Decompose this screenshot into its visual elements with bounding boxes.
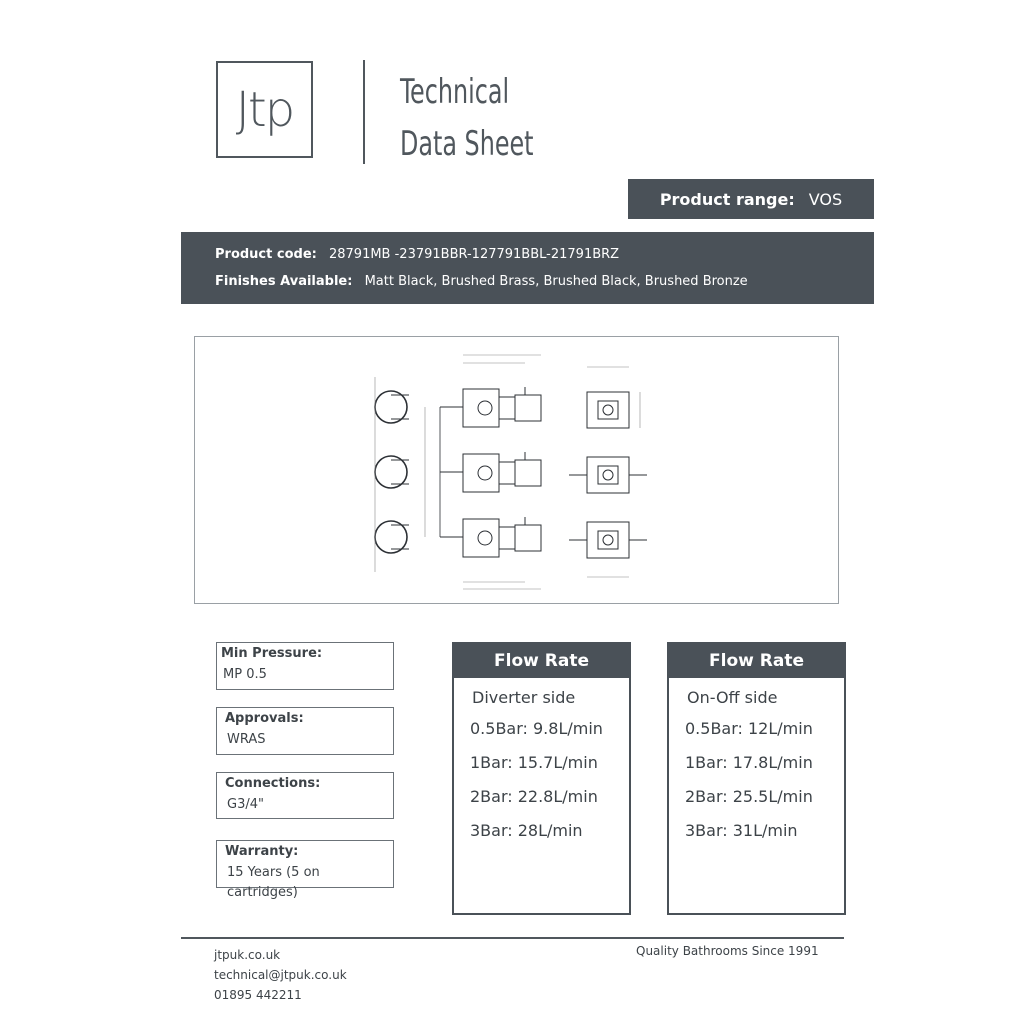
spec-value: 15 Years (5 on cartridges) (227, 865, 320, 900)
flow-rate-line: 0.5Bar: 12L/min (685, 719, 813, 738)
product-code-value: 28791MB -23791BBR-127791BBL-21791BRZ (328, 247, 620, 262)
flow-rate-line: 2Bar: 25.5L/min (685, 787, 813, 806)
footer-tagline: Quality Bathrooms Since 1991 (636, 944, 819, 958)
title-line-2: Data Sheet (400, 124, 534, 164)
product-range-bar (628, 179, 874, 219)
spec-label: Min Pressure: (221, 646, 323, 661)
header-divider (363, 60, 365, 164)
product-range-value: VOS (808, 189, 843, 209)
side-view-valves (440, 355, 541, 589)
flow-rate-line: 0.5Bar: 9.8L/min (470, 719, 603, 738)
flow-rate-subtitle: On-Off side (687, 688, 778, 707)
spec-label: Connections: (225, 776, 321, 791)
drawing-svg (195, 337, 838, 603)
spec-connections (216, 772, 394, 819)
front-view-plates (375, 377, 425, 572)
brand-logo (216, 61, 313, 158)
product-code-row (215, 241, 874, 268)
flow-rate-line: 3Bar: 28L/min (470, 821, 583, 840)
flow-rate-line: 2Bar: 22.8L/min (470, 787, 598, 806)
flow-rate-diverter (452, 642, 631, 915)
flow-rate-subtitle: Diverter side (472, 688, 576, 707)
sheet-title (400, 66, 534, 170)
flow-rate-title: Flow Rate (454, 644, 629, 678)
spec-warranty (216, 840, 394, 900)
title-line-1: Technical (400, 72, 510, 112)
spec-value: WRAS (227, 732, 266, 747)
spec-approvals (216, 707, 394, 755)
finishes-label: Finishes Available: (215, 274, 353, 289)
spec-min-pressure (216, 642, 394, 690)
footer-contact (214, 945, 347, 1005)
footer-email[interactable]: technical@jtpuk.co.uk (214, 968, 347, 982)
flow-rate-title: Flow Rate (669, 644, 844, 678)
flow-rate-line: 1Bar: 17.8L/min (685, 753, 813, 772)
finishes-value: Matt Black, Brushed Brass, Brushed Black, Brushed Bronze (364, 274, 748, 289)
finishes-row (215, 268, 874, 295)
footer-website[interactable]: jtpuk.co.uk (214, 948, 281, 962)
spec-label: Approvals: (225, 711, 304, 726)
spec-label: Warranty: (225, 844, 299, 859)
logo-text: Jtp (235, 81, 294, 138)
footer-phone: 01895 442211 (214, 988, 302, 1002)
technical-drawing (194, 336, 839, 604)
flow-rate-on-off (667, 642, 846, 915)
product-code-label: Product code: (215, 247, 317, 262)
spec-value: G3/4" (227, 797, 264, 812)
flow-rate-line: 3Bar: 31L/min (685, 821, 798, 840)
top-view-bodies (569, 367, 647, 577)
footer-rule (181, 937, 844, 939)
flow-rate-line: 1Bar: 15.7L/min (470, 753, 598, 772)
product-info-bar (181, 232, 874, 304)
product-range-label: Product range: (659, 189, 795, 209)
spec-value: MP 0.5 (223, 667, 267, 682)
